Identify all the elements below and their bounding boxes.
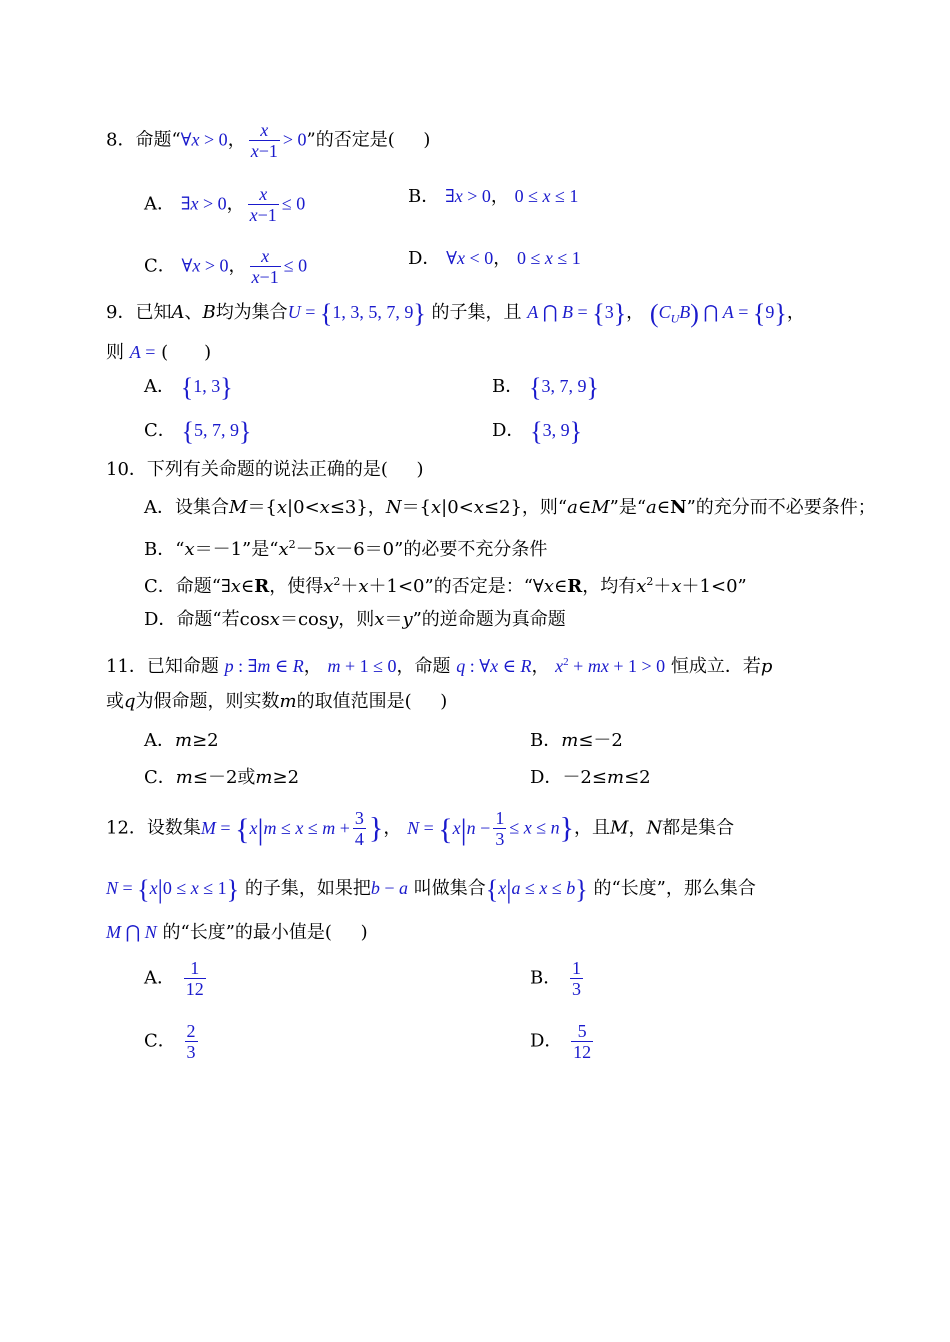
q9-option-a[interactable]: A． {1, 3} — [144, 372, 233, 402]
q10-option-d[interactable]: D．命题“若cosx＝cosy，则x＝y”的逆命题为真命题 — [144, 609, 566, 630]
q12-stem-line2: N = {x|0 ≤ x ≤ 1} 的子集，如果把b − a 叫做集合{x|a ≤ x ≤ b} 的“长度”，那么集合 — [106, 874, 756, 904]
q12-option-c[interactable]: C． $\frac{2}{3}$ — [144, 1021, 196, 1062]
q9-stem: 9．已知A、B均为集合U = {1, 3, 5, 7, 9} 的子集，且 A ⋂ B = {3}， $(C_UB)$ ⋂ A = {9}， — [106, 298, 805, 328]
q12-stem: 12．设数集M = {x|m ≤ x ≤ m + $\frac{3}{4}$ }， N = {x|n − $\frac{1}{3}$ ≤ x ≤ n}，且M，N都是集合 — [106, 808, 735, 849]
q11-option-d[interactable]: D．－2≤m≤2 — [530, 767, 651, 788]
q9-stem-line2: 则 A = ( ) — [106, 342, 212, 363]
q10-option-a[interactable]: A．设集合M＝{x|0<x≤3}，N＝{x|0<x≤2}，则“a∈M”是“a∈N”的充分而不必要条件； — [144, 497, 876, 518]
q8-stem: 8．命题“∀x > 0， $\frac{x}{x-1}$ > 0”的否定是( ) — [106, 120, 431, 161]
fraction: $\frac{x}{x-1}$ — [250, 120, 278, 161]
q11-stem: 11．已知命题 p : ∃m ∈ R， m + 1 ≤ 0，命题 q : ∀x ∈ R， $x^2$ + mx + 1 > 0 恒成立．若p — [106, 656, 773, 677]
q11-option-b[interactable]: B．m≤－2 — [530, 730, 623, 751]
q12-option-b[interactable]: B． $\frac{1}{3}$ — [530, 958, 581, 999]
q8-option-c[interactable]: C． ∀x > 0， $\frac{x}{x-1}$ ≤ 0 — [144, 246, 308, 287]
q9-option-d[interactable]: D． {3, 9} — [492, 416, 583, 446]
q12-option-d[interactable]: D． $\frac{5}{12}$ — [530, 1021, 592, 1062]
q8-option-b[interactable]: B． ∃x > 0， 0 ≤ x ≤ 1 — [408, 186, 579, 207]
q11-stem-line2: 或q为假命题，则实数m的取值范围是( ) — [106, 691, 448, 712]
q8-option-a[interactable]: A． ∃x > 0， $\frac{x}{x-1}$ ≤ 0 — [144, 184, 306, 225]
q12-option-a[interactable]: A． $\frac{1}{12}$ — [144, 958, 204, 999]
q9-option-b[interactable]: B． {3, 7, 9} — [492, 372, 599, 402]
q10-option-c[interactable]: C．命题“∃x∈R，使得$x^2+x+1<0$”的否定是：“∀x∈R，均有$x^2+x+1<0$” — [144, 575, 747, 597]
q8-option-d[interactable]: D． ∀x < 0， 0 ≤ x ≤ 1 — [408, 248, 581, 269]
q10-option-b[interactable]: B．“x＝－1”是“$x^2-5x-6=0$”的必要不充分条件 — [144, 538, 548, 560]
q10-stem: 10．下列有关命题的说法正确的是( ) — [106, 459, 424, 480]
q9-option-c[interactable]: C． {5, 7, 9} — [144, 416, 252, 446]
q11-option-c[interactable]: C．m≤－2或m≥2 — [144, 767, 300, 788]
q11-option-a[interactable]: A．m≥2 — [144, 730, 219, 751]
q12-stem-line3: M ⋂ N 的“长度”的最小值是( ) — [106, 922, 368, 943]
question-number: 8． — [106, 129, 136, 151]
